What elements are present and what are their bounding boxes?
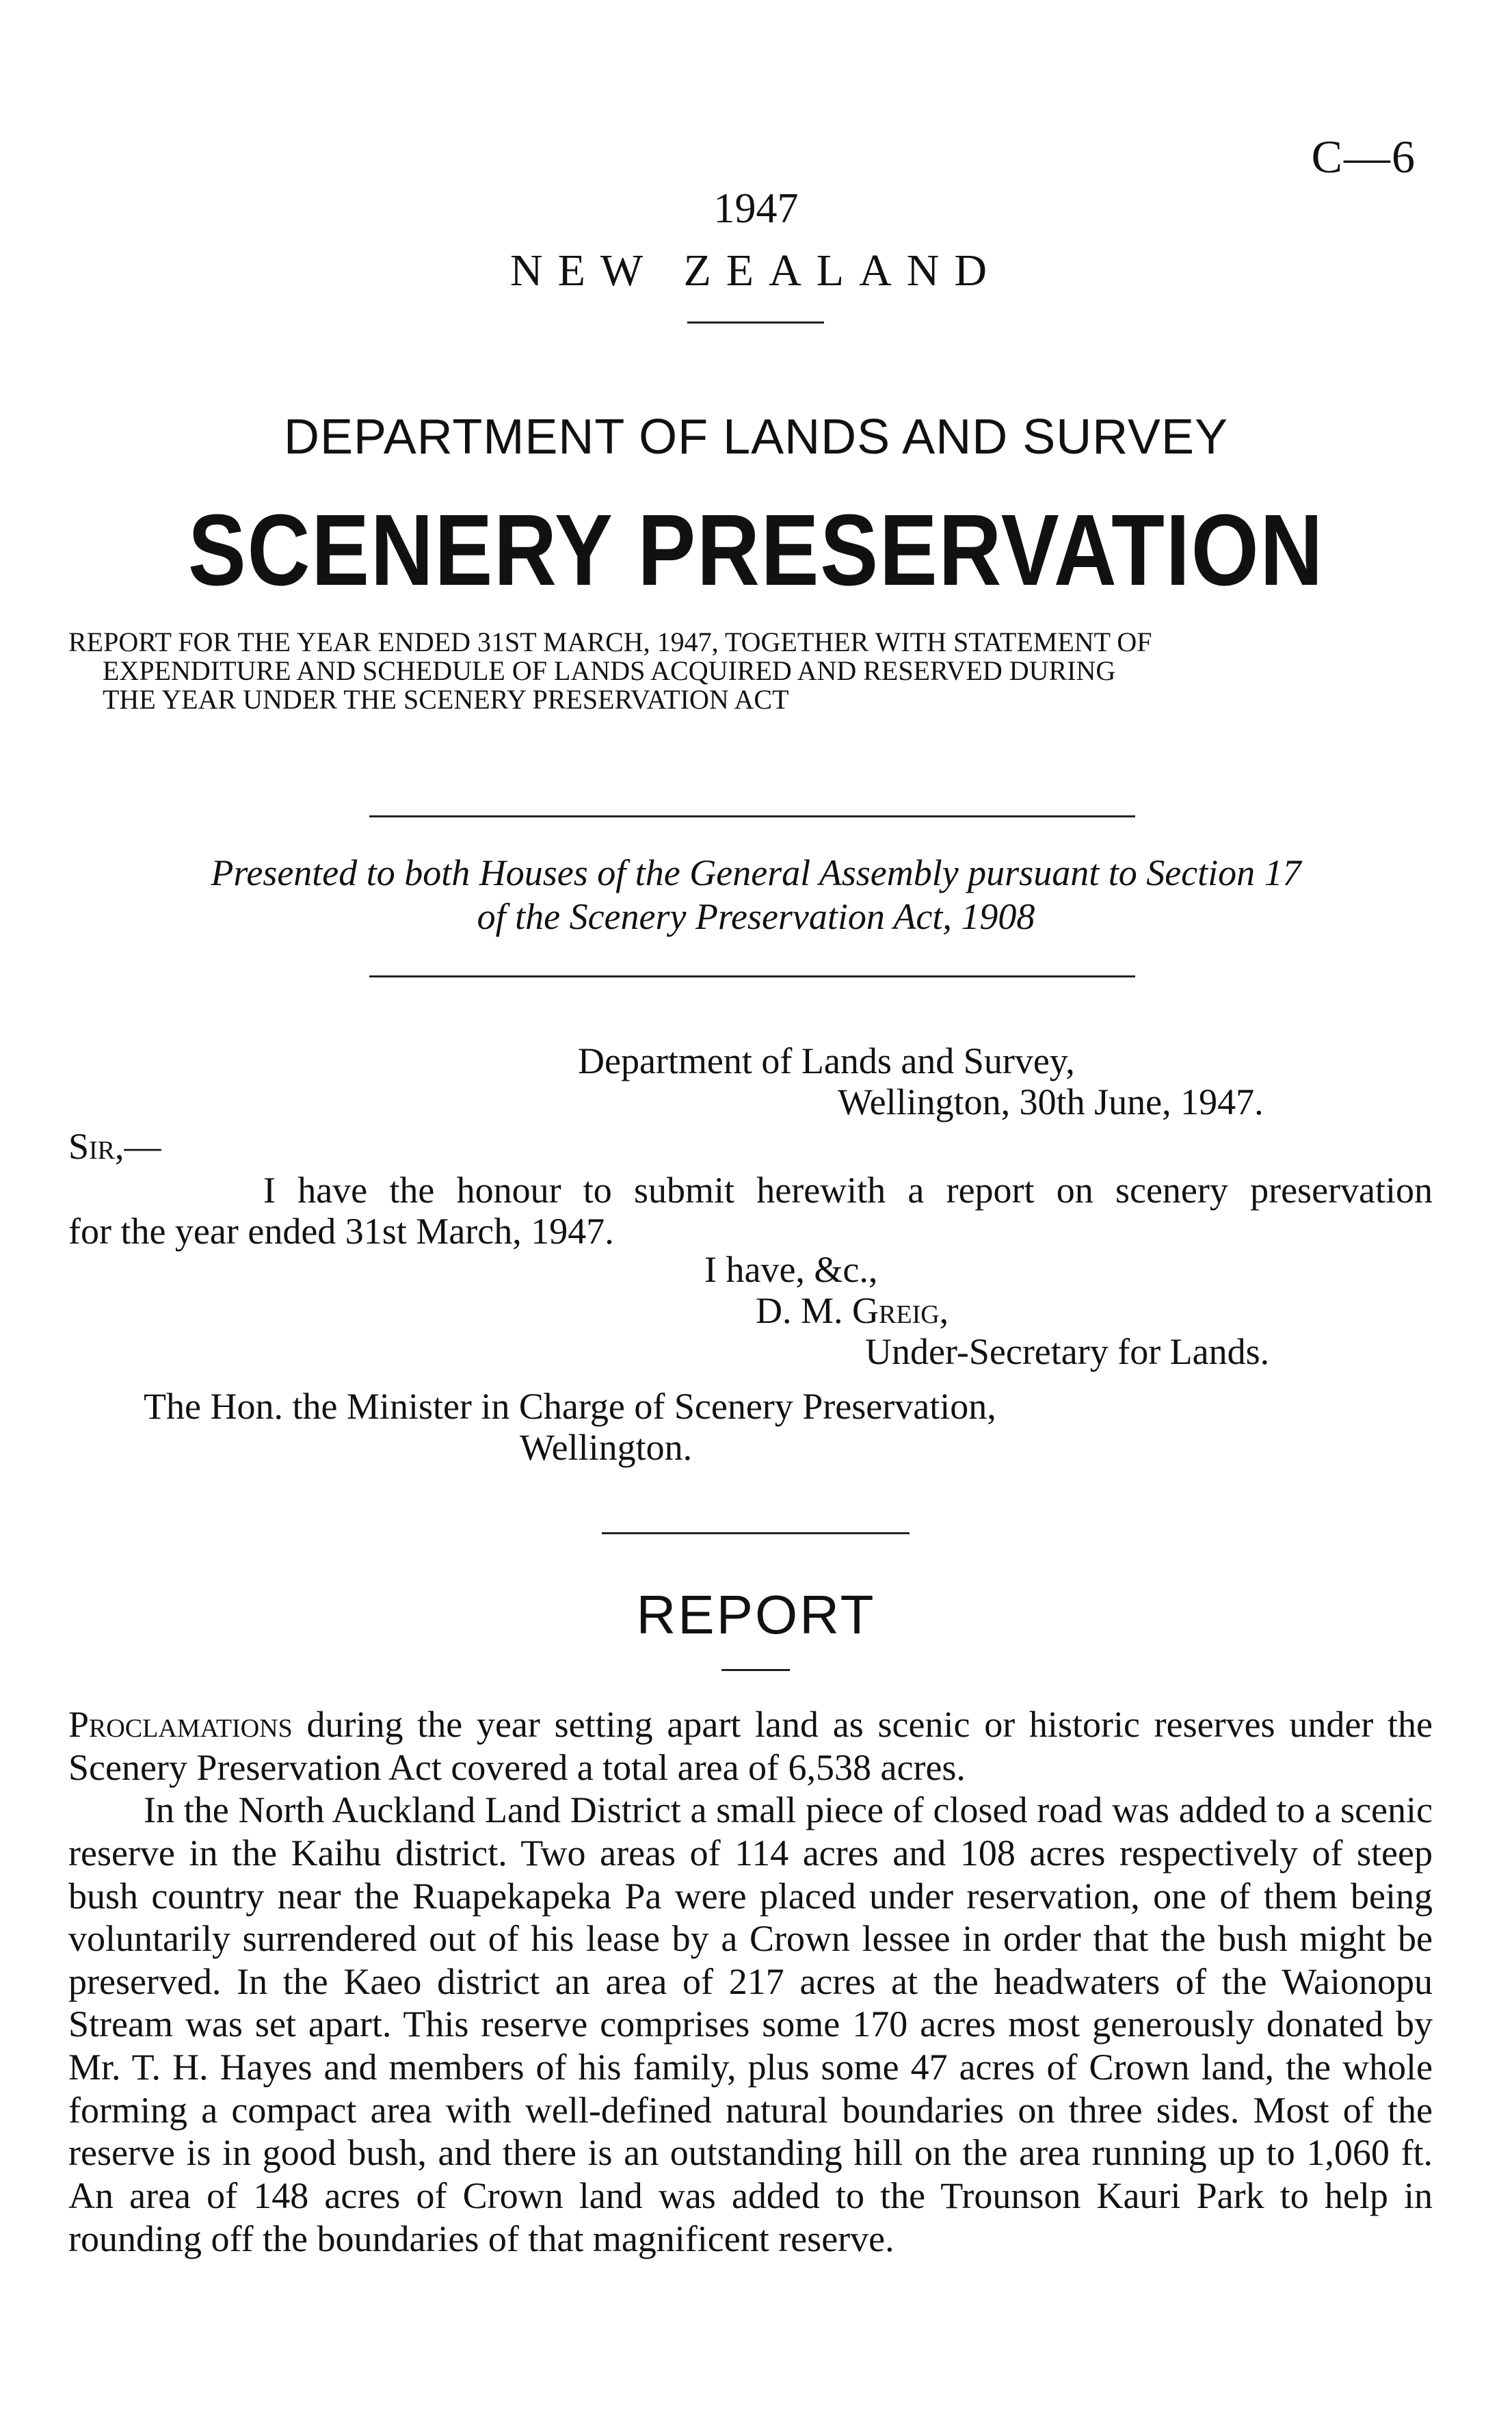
report-subtitle — [68, 628, 1422, 714]
letter-addressee: The Hon. the Minister in Charge of Scenery Preservation, — [144, 1386, 996, 1427]
report-paragraph — [68, 1703, 1433, 1789]
report-paragraph: In the North Auckland Land District a small piece of closed road was added to a scenic reserve in the Kaihu district. Two areas of 114 acres and 108 acres respectively of steep bush country near the Ruapekapeka Pa were placed under reservation, one of them being voluntarily surrendered out of his lease by a Crown lessee in order that the bush might be preserved. In the Kaeo district an area of 217 acres at the headwaters of the Waionopu Stream was set apart. This reserve comprises some 170 acres most generously donated by Mr. T. H. Hayes and members of his family, plus some 47 acres of Crown land, the whole forming a compact area with well-defined natural boundaries on three sides. Most of the reserve is in good bush, and there is an outstanding hill on the area running up to 1,060 ft. An area of 148 acres of Crown land was added to the Trounson Kauri Park to help in rounding off the boundaries of that magnificent reserve. — [68, 1789, 1433, 2259]
letter-signoff: I have, &c., — [704, 1249, 878, 1290]
divider-rule — [602, 1532, 910, 1534]
page-title: SCENERY PRESERVATION — [187, 494, 1325, 607]
subtitle-line: THE YEAR UNDER THE SCENERY PRESERVATION ACT — [103, 684, 789, 715]
presentation-note — [0, 852, 1512, 938]
department-heading: DEPARTMENT OF LANDS AND SURVEY — [284, 410, 1228, 464]
divider-rule — [369, 975, 1135, 977]
subtitle-line: REPORT FOR THE YEAR ENDED 31ST MARCH, 1947, TOGETHER WITH STATEMENT OF — [68, 627, 1152, 657]
presentation-line: of the Scenery Preservation Act, 1908 — [477, 895, 1035, 937]
report-body — [68, 1703, 1433, 2260]
letter-signer: D. M. Greig, — [756, 1290, 949, 1331]
report-heading: REPORT — [636, 1584, 876, 1645]
divider-rule — [721, 1669, 790, 1671]
letter-signer-title: Under-Secretary for Lands. — [865, 1331, 1270, 1372]
subtitle-line: EXPENDITURE AND SCHEDULE OF LANDS ACQUIRED AND RESERVED DURING — [103, 655, 1116, 686]
letter-address-line: Wellington, 30th June, 1947. — [838, 1081, 1264, 1122]
paragraph-lead: Proclamations — [68, 1704, 293, 1745]
letter-salutation: Sir,— — [68, 1126, 161, 1167]
letter-body — [68, 1170, 1433, 1252]
country-heading: NEW ZEALAND — [509, 246, 1003, 295]
document-code: C—6 — [1311, 131, 1416, 183]
letter-addressee: Wellington. — [520, 1427, 693, 1468]
letter-address-line: Department of Lands and Survey, — [578, 1040, 1075, 1081]
paragraph-text: during the year setting apart land as scenic or historic reserves under the Scenery Preservation Act covered a total area of 6,538 acres. — [68, 1704, 1433, 1788]
letter-body-line: I have the honour to submit herewith a report on scenery preservation — [263, 1170, 1433, 1211]
letter-body-line: for the year ended 31st March, 1947. — [68, 1211, 614, 1252]
divider-rule — [687, 321, 824, 324]
presentation-line: Presented to both Houses of the General Assembly pursuant to Section 17 — [211, 852, 1301, 893]
divider-rule — [369, 815, 1135, 817]
document-year: 1947 — [713, 185, 799, 232]
